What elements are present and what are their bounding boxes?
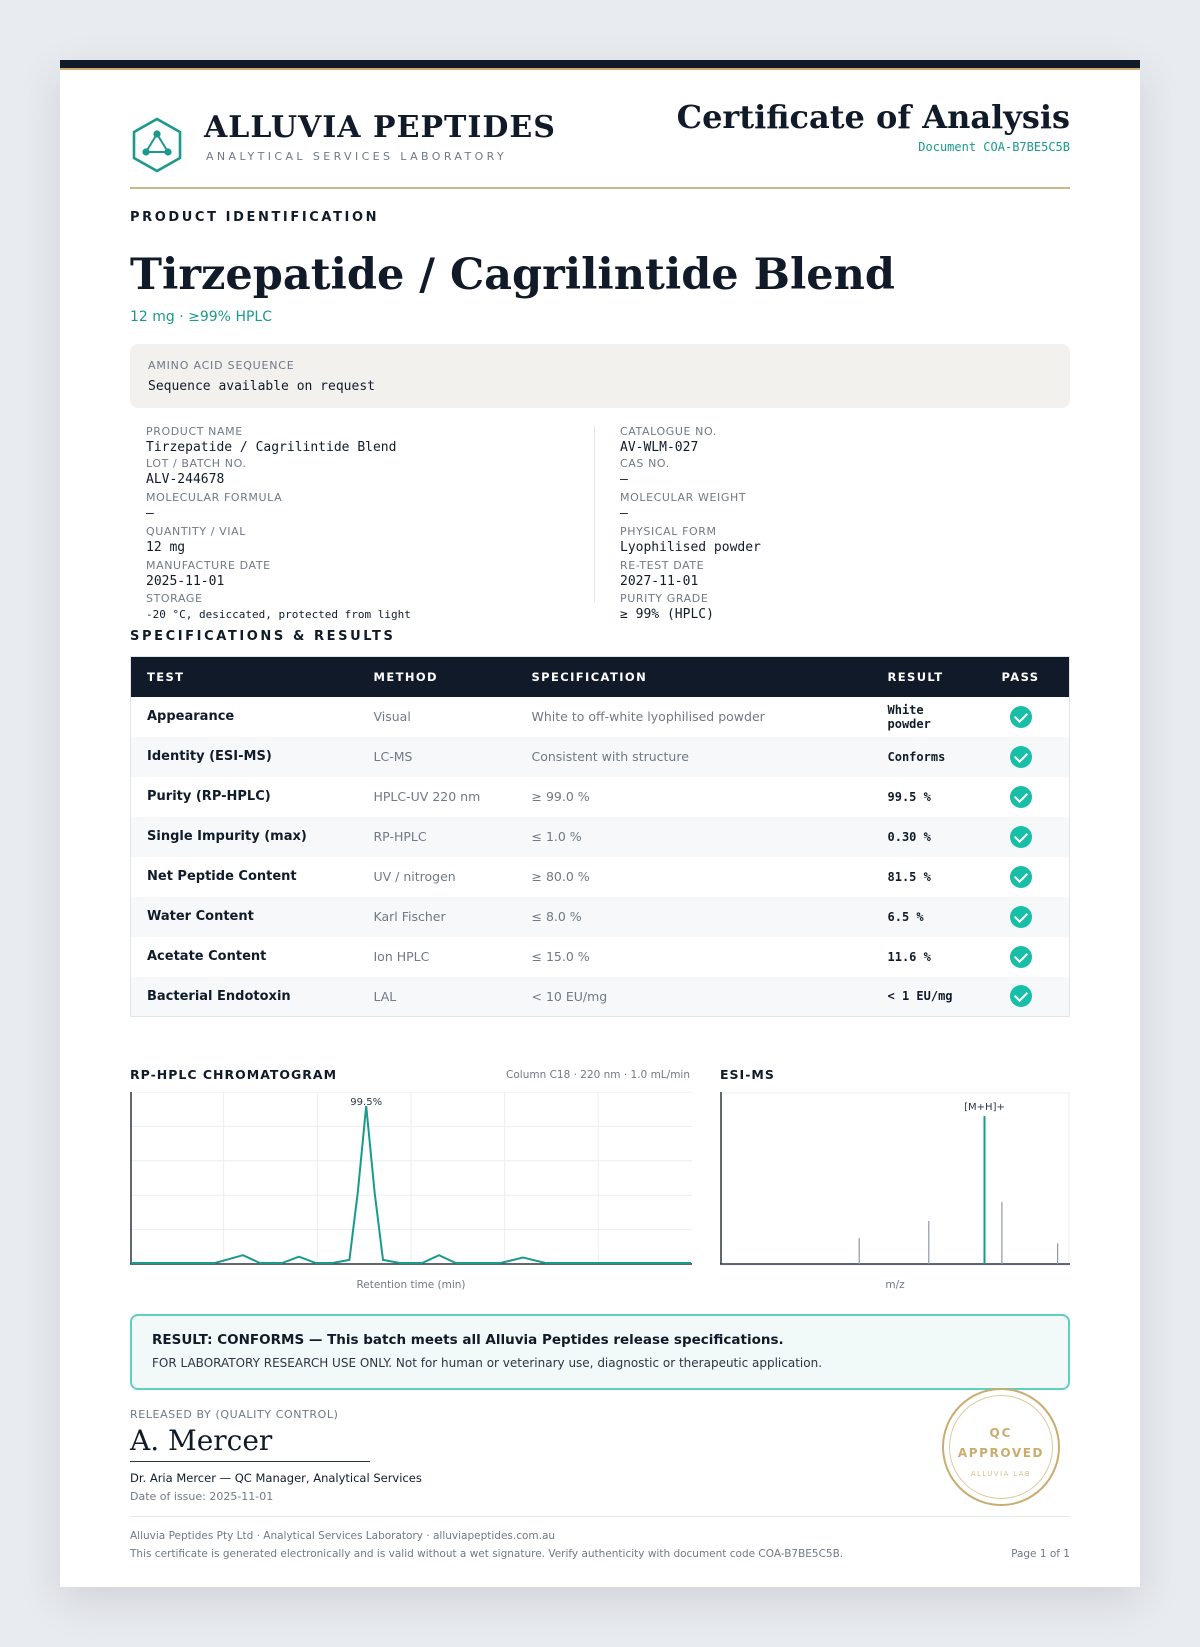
cell-method: RP-HPLC xyxy=(358,817,516,857)
cell-method: Ion HPLC xyxy=(373,949,430,964)
cell-result: 6.5 % xyxy=(872,897,986,937)
brand-name: ALLUVIA PEPTIDES xyxy=(204,110,556,145)
hplc-chromatogram-chart xyxy=(130,1092,692,1266)
signature-line xyxy=(130,1461,370,1462)
hplc-chart-note: Column C18 · 220 nm · 1.0 mL/min xyxy=(506,1069,690,1081)
brand-subtitle: ANALYTICAL SERVICES LABORATORY xyxy=(206,150,508,163)
detail-value: AV-WLM-027 xyxy=(620,440,699,455)
detail-label: LOT / BATCH NO. xyxy=(146,457,247,470)
document-title: Certificate of Analysis xyxy=(676,98,1070,136)
specs-table xyxy=(130,656,1070,1017)
result-statement: RESULT: CONFORMS — This batch meets all Alluvia Peptides release specifications. xyxy=(152,1332,784,1348)
signatory-name: Dr. Aria Mercer — QC Manager, Analytical Services xyxy=(130,1471,422,1485)
pass-check-icon xyxy=(1010,786,1032,808)
sequence-value: Sequence available on request xyxy=(148,379,375,394)
header-divider xyxy=(130,187,1070,189)
table-row xyxy=(131,817,1070,857)
sequence-label: AMINO ACID SEQUENCE xyxy=(148,359,295,372)
detail-value: Lyophilised powder xyxy=(620,540,761,555)
cell-result: 99.5 % xyxy=(887,789,931,804)
cell-test: Appearance xyxy=(147,709,235,724)
table-row xyxy=(131,977,1070,1017)
document-code: Document COA-B7BE5C5B xyxy=(918,140,1070,154)
ms-x-axis-label: m/z xyxy=(885,1279,905,1291)
detail-label: CATALOGUE NO. xyxy=(620,425,717,438)
cell-test: Acetate Content xyxy=(147,949,267,964)
table-header-row xyxy=(131,657,1070,697)
ms-chart-title: ESI-MS xyxy=(720,1067,775,1082)
detail-value: 2027-11-01 xyxy=(620,574,699,589)
cell-test: Single Impurity (max) xyxy=(131,817,358,857)
footer-company-line: Alluvia Peptides Pty Ltd · Analytical Services Laboratory · alluviapeptides.com.au xyxy=(130,1530,556,1542)
cell-specification: ≥ 80.0 % xyxy=(531,869,590,884)
top-gold-line xyxy=(60,68,1140,70)
detail-label: RE-TEST DATE xyxy=(620,559,705,572)
detail-value: -20 °C, desiccated, protected from light xyxy=(146,608,411,621)
cell-specification: ≤ 1.0 % xyxy=(516,817,872,857)
pass-check-icon xyxy=(1010,946,1032,968)
detail-value: ≥ 99% (HPLC) xyxy=(620,607,714,622)
page-number: Page 1 of 1 xyxy=(1011,1548,1070,1560)
product-title: Tirzepatide / Cagrilintide Blend xyxy=(130,250,895,300)
cell-method: Visual xyxy=(373,709,411,724)
ms-peak-label: [M+H]+ xyxy=(964,1102,1005,1114)
column-header-specification: SPECIFICATION xyxy=(516,657,872,697)
pass-check-icon xyxy=(1010,706,1032,728)
cell-method: UV / nitrogen xyxy=(373,869,456,884)
specs-section-label: SPECIFICATIONS & RESULTS xyxy=(130,629,396,644)
stamp-text-lab: ALLUVIA LAB xyxy=(970,1470,1032,1478)
detail-label: QUANTITY / VIAL xyxy=(146,525,246,538)
detail-label: CAS NO. xyxy=(620,457,670,470)
detail-value: — xyxy=(146,506,154,521)
detail-value: ALV-244678 xyxy=(146,472,225,487)
hplc-x-axis-label: Retention time (min) xyxy=(356,1279,466,1291)
cell-test: Purity (RP-HPLC) xyxy=(147,789,271,804)
cell-method: LC-MS xyxy=(358,737,516,777)
cell-specification: ≤ 15.0 % xyxy=(531,949,590,964)
detail-label: PURITY GRADE xyxy=(620,592,709,605)
released-by-label: RELEASED BY (QUALITY CONTROL) xyxy=(130,1408,339,1421)
table-row xyxy=(131,937,1070,977)
pass-check-icon xyxy=(1010,906,1032,928)
cell-result: < 1 EU/mg xyxy=(872,977,986,1017)
cell-specification: White to off-white lyophilised powder xyxy=(531,709,765,724)
sequence-box xyxy=(130,344,1070,408)
detail-value: — xyxy=(620,506,628,521)
cell-result: White powder xyxy=(887,702,931,731)
detail-value: Tirzepatide / Cagrilintide Blend xyxy=(146,440,397,455)
cell-pass xyxy=(986,937,1070,977)
detail-label: MANUFACTURE DATE xyxy=(146,559,271,572)
column-header-test: TEST xyxy=(131,657,358,697)
detail-label: MOLECULAR FORMULA xyxy=(146,491,283,504)
column-header-result: RESULT xyxy=(872,657,986,697)
hplc-peak-label: 99.5% xyxy=(350,1097,383,1108)
detail-label: PHYSICAL FORM xyxy=(620,525,717,538)
detail-value: 2025-11-01 xyxy=(146,574,225,589)
cell-method: Karl Fischer xyxy=(358,897,516,937)
result-conforms-box xyxy=(130,1314,1070,1390)
pass-check-icon xyxy=(1010,866,1032,888)
cell-method: HPLC-UV 220 nm xyxy=(373,789,481,804)
cell-specification: ≤ 8.0 % xyxy=(516,897,872,937)
cell-pass xyxy=(986,777,1070,817)
table-row xyxy=(131,737,1070,777)
issue-date: Date of issue: 2025-11-01 xyxy=(130,1490,274,1503)
research-use-disclaimer: FOR LABORATORY RESEARCH USE ONLY. Not for human or veterinary use, diagnostic or therapeutic application. xyxy=(152,1356,823,1370)
cell-specification: Consistent with structure xyxy=(516,737,872,777)
cell-test: Net Peptide Content xyxy=(147,869,297,884)
hexagon-logo-icon xyxy=(130,116,184,174)
stamp-text-qc: QC xyxy=(989,1426,1013,1440)
qc-approved-stamp xyxy=(942,1388,1060,1506)
cell-pass xyxy=(986,817,1070,857)
details-divider xyxy=(594,426,595,602)
esi-ms-chart xyxy=(720,1092,1070,1266)
signature: A. Mercer xyxy=(130,1424,273,1457)
column-header-pass: PASS xyxy=(986,657,1070,697)
cell-pass xyxy=(986,857,1070,897)
pass-check-icon xyxy=(1010,826,1032,848)
certificate-sheet xyxy=(60,60,1140,1587)
table-row xyxy=(131,857,1070,897)
footer-divider xyxy=(130,1516,1070,1517)
table-row xyxy=(131,777,1070,817)
pass-check-icon xyxy=(1010,985,1032,1007)
detail-label: STORAGE xyxy=(146,592,203,605)
cell-test: Bacterial Endotoxin xyxy=(131,977,358,1017)
footer-validity-note: This certificate is generated electronically and is valid without a wet signature. Verify authenticity with document code COA-B7BE5C5B. xyxy=(130,1548,844,1560)
column-header-method: METHOD xyxy=(358,657,516,697)
cell-result: 11.6 % xyxy=(887,949,931,964)
cell-method: LAL xyxy=(358,977,516,1017)
table-row xyxy=(131,697,1070,737)
cell-test: Identity (ESI-MS) xyxy=(131,737,358,777)
pass-check-icon xyxy=(1010,746,1032,768)
cell-pass xyxy=(986,697,1070,737)
cell-test: Water Content xyxy=(131,897,358,937)
cell-pass xyxy=(986,977,1070,1017)
hplc-chart-title: RP-HPLC CHROMATOGRAM xyxy=(130,1067,338,1082)
table-row xyxy=(131,897,1070,937)
top-accent-bar xyxy=(60,60,1140,68)
cell-result: 0.30 % xyxy=(872,817,986,857)
cell-specification: < 10 EU/mg xyxy=(516,977,872,1017)
cell-result: 81.5 % xyxy=(887,869,931,884)
detail-label: PRODUCT NAME xyxy=(146,425,243,438)
product-subtitle: 12 mg · ≥99% HPLC xyxy=(130,309,272,325)
cell-pass xyxy=(986,897,1070,937)
detail-label: MOLECULAR WEIGHT xyxy=(620,491,747,504)
stamp-text-approved: APPROVED xyxy=(957,1446,1045,1460)
detail-value: — xyxy=(620,472,628,487)
detail-value: 12 mg xyxy=(146,540,186,555)
cell-result: Conforms xyxy=(872,737,986,777)
product-section-label: PRODUCT IDENTIFICATION xyxy=(130,210,380,225)
cell-pass xyxy=(986,737,1070,777)
cell-specification: ≥ 99.0 % xyxy=(531,789,590,804)
